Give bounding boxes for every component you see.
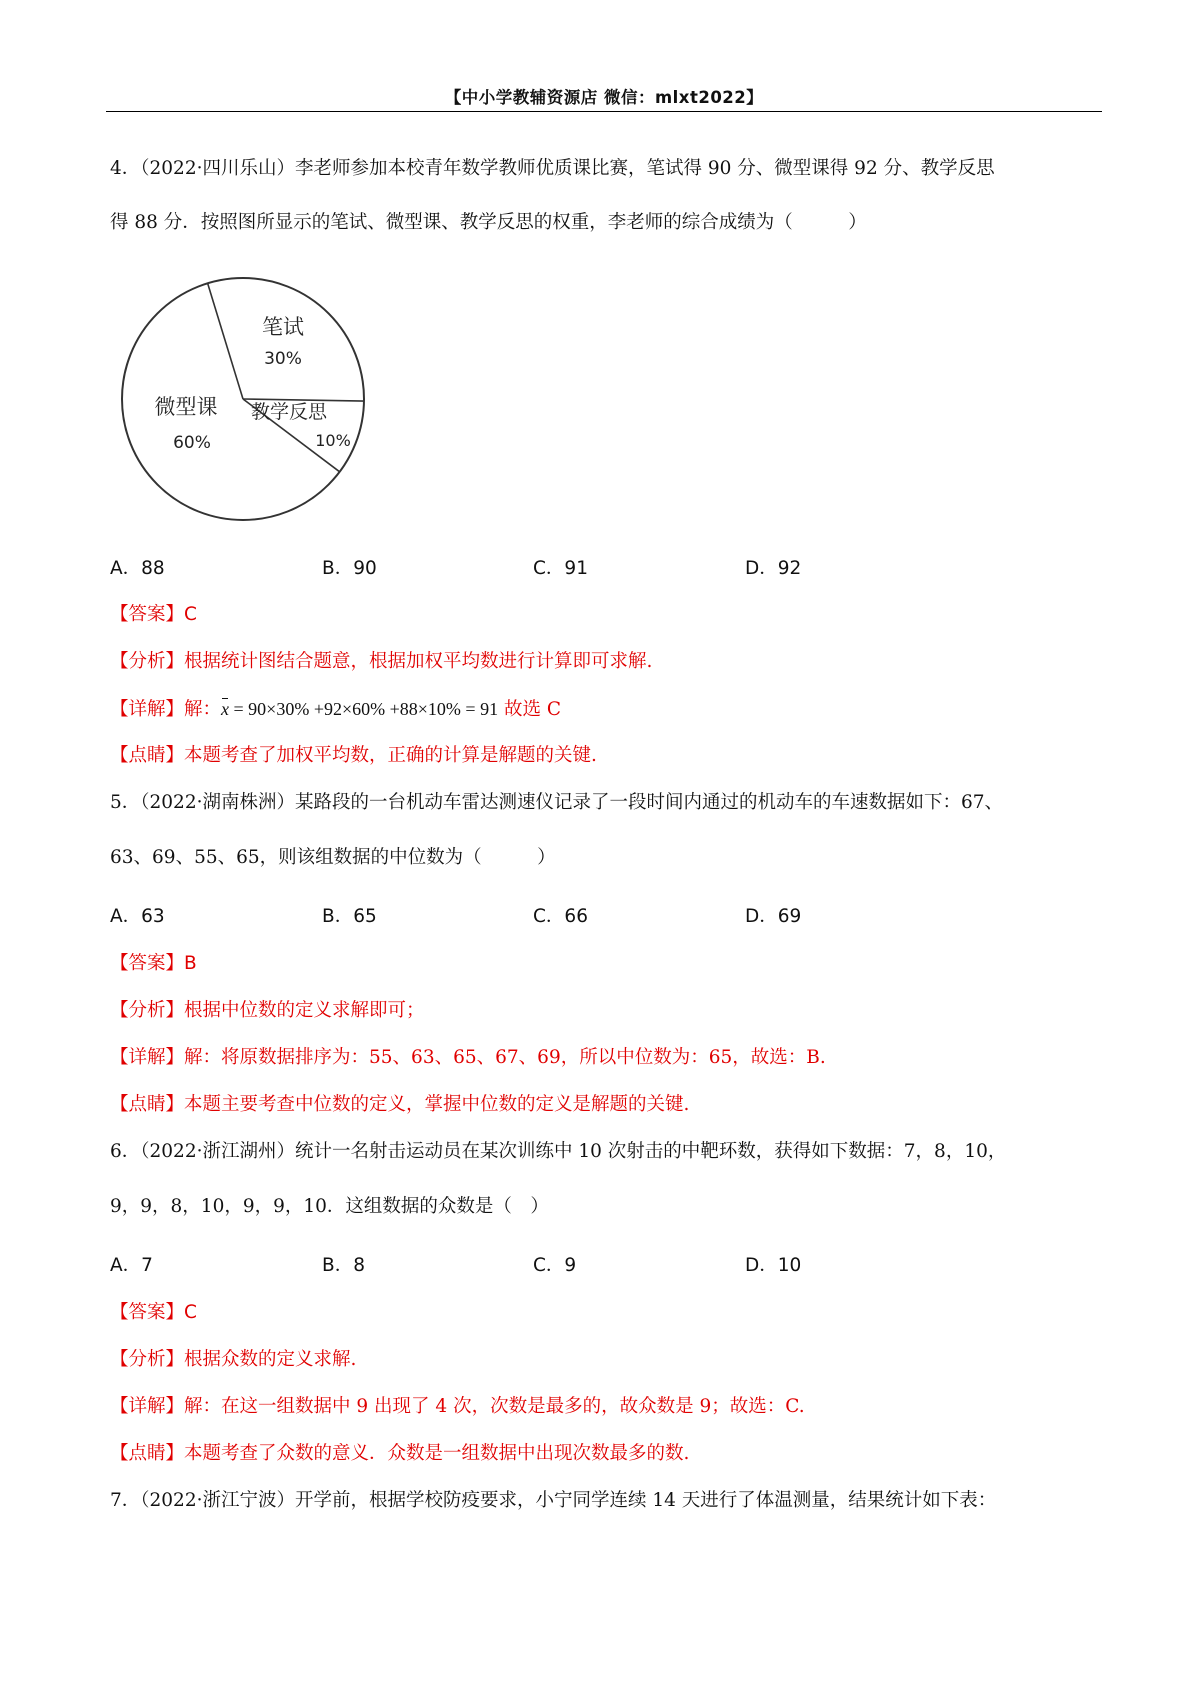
- q6-option-d: D．10: [745, 1255, 802, 1276]
- q6-option-b: B．8: [322, 1255, 365, 1276]
- q5-detail: [110, 1045, 826, 1071]
- q6-comment: [110, 1441, 689, 1467]
- slice-label-micro: 微型课: [154, 395, 218, 419]
- q6-answer: [110, 1300, 197, 1326]
- q5-line1: 5．（2022·湖南株洲）某路段的一台机动车雷达测速仪记录了一段时间内通过的机动车的车速数据如下：67、: [110, 792, 1004, 813]
- analysis-label: 【分析】: [110, 1000, 185, 1021]
- q4-line2: 得 88 分．按照图所显示的笔试、微型课、教学反思的权重，李老师的综合成绩为（ ）: [110, 212, 867, 233]
- q6-option-a: A．7: [110, 1255, 153, 1276]
- q5-comment: [110, 1092, 689, 1118]
- detail-formula: [221, 699, 498, 719]
- mean-variable: [221, 696, 229, 722]
- q4-option-c: C．91: [533, 558, 588, 579]
- detail-prefix: 解：: [184, 699, 222, 720]
- answer-label: 【答案】: [110, 953, 185, 974]
- answer-label: 【答案】: [110, 604, 185, 625]
- q6-line2: 9，9，8，10，9，9，10．这组数据的众数是（ ）: [110, 1196, 549, 1217]
- slice-value-micro: 60%: [173, 433, 211, 453]
- q5-analysis: [110, 998, 425, 1024]
- comment-text: 本题考查了众数的意义．众数是一组数据中出现次数最多的数.: [184, 1443, 690, 1464]
- pie-divider-1: [208, 283, 243, 399]
- detail-text: 解：将原数据排序为：55、63、65、67、69，所以中位数为：65，故选：B.: [184, 1047, 826, 1068]
- comment-label: 【点睛】: [110, 745, 185, 766]
- q4-detail: [110, 696, 561, 723]
- q6-analysis: [110, 1347, 356, 1373]
- answer-value: C: [184, 1302, 197, 1323]
- q4-line1: 4．（2022·四川乐山）李老师参加本校青年数学教师优质课比赛，笔试得 90 分、微型课得 92 分、教学反思: [110, 158, 995, 179]
- q5-option-a: A．63: [110, 906, 165, 927]
- slice-value-written: 30%: [264, 349, 302, 369]
- answer-label: 【答案】: [110, 1302, 185, 1323]
- pie-chart: [120, 272, 380, 532]
- mean-bar: [222, 698, 228, 699]
- comment-text: 本题主要考查中位数的定义，掌握中位数的定义是解题的关键.: [184, 1094, 690, 1115]
- q4-option-d: D．92: [745, 558, 802, 579]
- q4-answer: [110, 602, 197, 628]
- detail-suffix: 故选 C: [498, 699, 561, 720]
- q4-comment: [110, 743, 597, 769]
- q4-analysis: [110, 649, 652, 675]
- comment-text: 本题考查了加权平均数，正确的计算是解题的关键.: [184, 745, 597, 766]
- q5-line2: 63、69、55、65，则该组数据的中位数为（ ）: [110, 847, 556, 868]
- answer-value: B: [184, 953, 197, 974]
- detail-label: 【详解】: [110, 1396, 185, 1417]
- detail-text: 解：在这一组数据中 9 出现了 4 次，次数是最多的，故众数是 9；故选：C.: [184, 1396, 805, 1417]
- q6-line1: 6．（2022·浙江湖州）统计一名射击运动员在某次训练中 10 次射击的中靶环数，获得如下数据：7，8，10，: [110, 1141, 1007, 1162]
- analysis-text: 根据中位数的定义求解即可；: [184, 1000, 425, 1021]
- q7-line1: 7．（2022·浙江宁波）开学前，根据学校防疫要求，小宁同学连续 14 天进行了体温测量，结果统计如下表：: [110, 1490, 997, 1511]
- answer-value: C: [184, 604, 197, 625]
- comment-label: 【点睛】: [110, 1443, 185, 1464]
- slice-label-written: 笔试: [262, 315, 304, 339]
- q6-detail: [110, 1394, 805, 1420]
- slice-value-reflection: 10%: [315, 431, 351, 450]
- analysis-text: 根据众数的定义求解.: [184, 1349, 357, 1370]
- header-rule: [106, 111, 1102, 112]
- slice-label-reflection: 教学反思: [250, 401, 328, 423]
- q5-option-d: D．69: [745, 906, 802, 927]
- q4-option-b: B．90: [322, 558, 377, 579]
- analysis-text: 根据统计图结合题意，根据加权平均数进行计算即可求解.: [184, 651, 653, 672]
- mean-var-text: x: [221, 699, 230, 719]
- q6-option-c: C．9: [533, 1255, 577, 1276]
- formula-expression: = 90×30% +92×60% +88×10%: [229, 699, 466, 719]
- analysis-label: 【分析】: [110, 651, 185, 672]
- analysis-label: 【分析】: [110, 1349, 185, 1370]
- q4-option-a: A．88: [110, 558, 165, 579]
- formula-result: = 91: [465, 699, 499, 719]
- detail-label: 【详解】: [110, 699, 185, 720]
- q5-option-b: B．65: [322, 906, 377, 927]
- page-header: 【中小学教辅资源店 微信：mlxt2022】: [444, 88, 764, 107]
- q5-answer: [110, 951, 197, 977]
- comment-label: 【点睛】: [110, 1094, 185, 1115]
- detail-label: 【详解】: [110, 1047, 185, 1068]
- q5-option-c: C．66: [533, 906, 588, 927]
